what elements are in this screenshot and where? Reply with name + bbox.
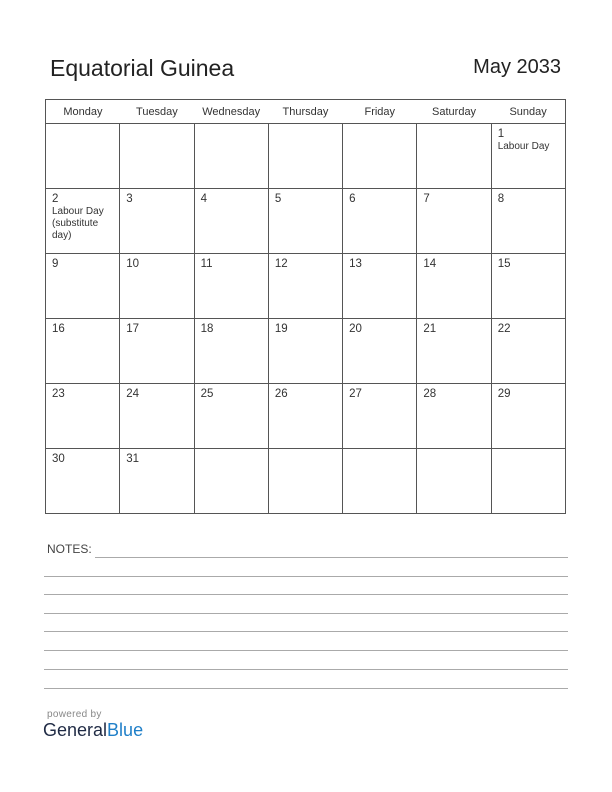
- day-number: 28: [423, 388, 437, 400]
- week-row: [46, 254, 566, 319]
- day-cell: [417, 449, 491, 514]
- day-number: 9: [52, 258, 59, 270]
- day-cell: [46, 449, 120, 514]
- brand-part1: General: [43, 720, 108, 740]
- day-cell: [46, 189, 120, 254]
- day-number: 2: [52, 193, 59, 205]
- day-cell: [268, 384, 342, 449]
- day-cell: [268, 449, 342, 514]
- day-cell: [194, 189, 268, 254]
- day-cell: [46, 124, 120, 189]
- day-number: 19: [274, 323, 288, 335]
- notes-line: [44, 613, 568, 614]
- day-number: 20: [349, 323, 362, 335]
- weekday-header: Sunday: [491, 100, 565, 124]
- day-cell: [194, 319, 268, 384]
- day-number: 3: [126, 193, 133, 205]
- day-cell: [343, 124, 417, 189]
- week-row: [46, 189, 566, 254]
- day-number: 31: [126, 453, 140, 465]
- day-cell: [268, 189, 342, 254]
- notes-line: [44, 631, 568, 632]
- notes-line: [44, 650, 568, 651]
- day-number: 27: [349, 388, 362, 400]
- calendar-grid: [45, 99, 566, 514]
- day-cell: [194, 449, 268, 514]
- day-number: 13: [349, 258, 362, 270]
- day-cell: [120, 189, 194, 254]
- day-cell: [268, 319, 342, 384]
- month-year-title: May 2033: [473, 56, 561, 78]
- day-number: 29: [497, 388, 511, 400]
- day-number: 17: [126, 323, 140, 335]
- day-number: 26: [274, 388, 288, 400]
- day-cell: [491, 449, 565, 514]
- week-row: [46, 319, 566, 384]
- day-cell: [417, 384, 491, 449]
- country-title: Equatorial Guinea: [50, 55, 235, 81]
- day-cell: [491, 124, 565, 189]
- week-row: [46, 124, 566, 189]
- day-number: 6: [349, 193, 356, 205]
- notes-line: [44, 669, 568, 670]
- weekday-header: Friday: [343, 100, 417, 124]
- day-cell: [417, 254, 491, 319]
- day-number: 11: [200, 258, 213, 270]
- day-cell: [417, 124, 491, 189]
- day-cell: [417, 189, 491, 254]
- day-number: 1: [497, 128, 505, 140]
- day-number: 10: [126, 258, 140, 270]
- day-number: 16: [52, 323, 65, 335]
- day-cell: [343, 449, 417, 514]
- day-cell: [491, 189, 565, 254]
- day-number: 23: [52, 388, 65, 400]
- day-cell: [343, 254, 417, 319]
- brand-part2: Blue: [107, 720, 144, 740]
- day-cell: [268, 124, 342, 189]
- day-cell: [120, 254, 194, 319]
- day-number: 14: [423, 258, 437, 270]
- day-number: 8: [497, 193, 505, 205]
- weekday-header: Thursday: [268, 100, 342, 124]
- day-number: 5: [274, 193, 282, 205]
- day-cell: [194, 124, 268, 189]
- notes-line: [44, 688, 568, 689]
- holiday-label: Labour Day: [497, 141, 550, 152]
- generalblue-logo[interactable]: [43, 720, 143, 741]
- day-number: 22: [497, 323, 511, 335]
- notes-line: [95, 557, 568, 558]
- day-cell: [343, 384, 417, 449]
- day-cell: [417, 319, 491, 384]
- day-number: 15: [497, 258, 511, 270]
- day-cell: [194, 384, 268, 449]
- day-number: 4: [200, 193, 207, 205]
- weekday-header: Saturday: [417, 100, 491, 124]
- day-number: 18: [200, 323, 214, 335]
- notes-line: [44, 576, 568, 577]
- powered-by-label: powered by: [47, 709, 102, 720]
- day-number: 21: [423, 323, 437, 335]
- weekday-header: Monday: [46, 100, 120, 124]
- holiday-label: Labour Day (substitute day): [52, 206, 104, 241]
- weekday-header-row: [46, 100, 566, 124]
- weekday-header: Wednesday: [194, 100, 268, 124]
- day-cell: [268, 254, 342, 319]
- week-row: [46, 384, 566, 449]
- day-number: 24: [126, 388, 140, 400]
- day-cell: [120, 449, 194, 514]
- day-cell: [120, 124, 194, 189]
- notes-line: [44, 594, 568, 595]
- day-cell: [491, 254, 565, 319]
- day-cell: [46, 254, 120, 319]
- day-cell: [343, 189, 417, 254]
- week-row: [46, 449, 566, 514]
- day-number: 12: [274, 258, 288, 270]
- day-cell: [46, 319, 120, 384]
- day-cell: [491, 319, 565, 384]
- day-cell: [194, 254, 268, 319]
- day-cell: [491, 384, 565, 449]
- weekday-header: Tuesday: [120, 100, 194, 124]
- day-number: 25: [200, 388, 214, 400]
- day-cell: [343, 319, 417, 384]
- day-number: 7: [423, 193, 430, 205]
- day-cell: [120, 384, 194, 449]
- day-number: 30: [52, 453, 65, 465]
- notes-label: NOTES:: [47, 542, 92, 556]
- day-cell: [120, 319, 194, 384]
- day-cell: [46, 384, 120, 449]
